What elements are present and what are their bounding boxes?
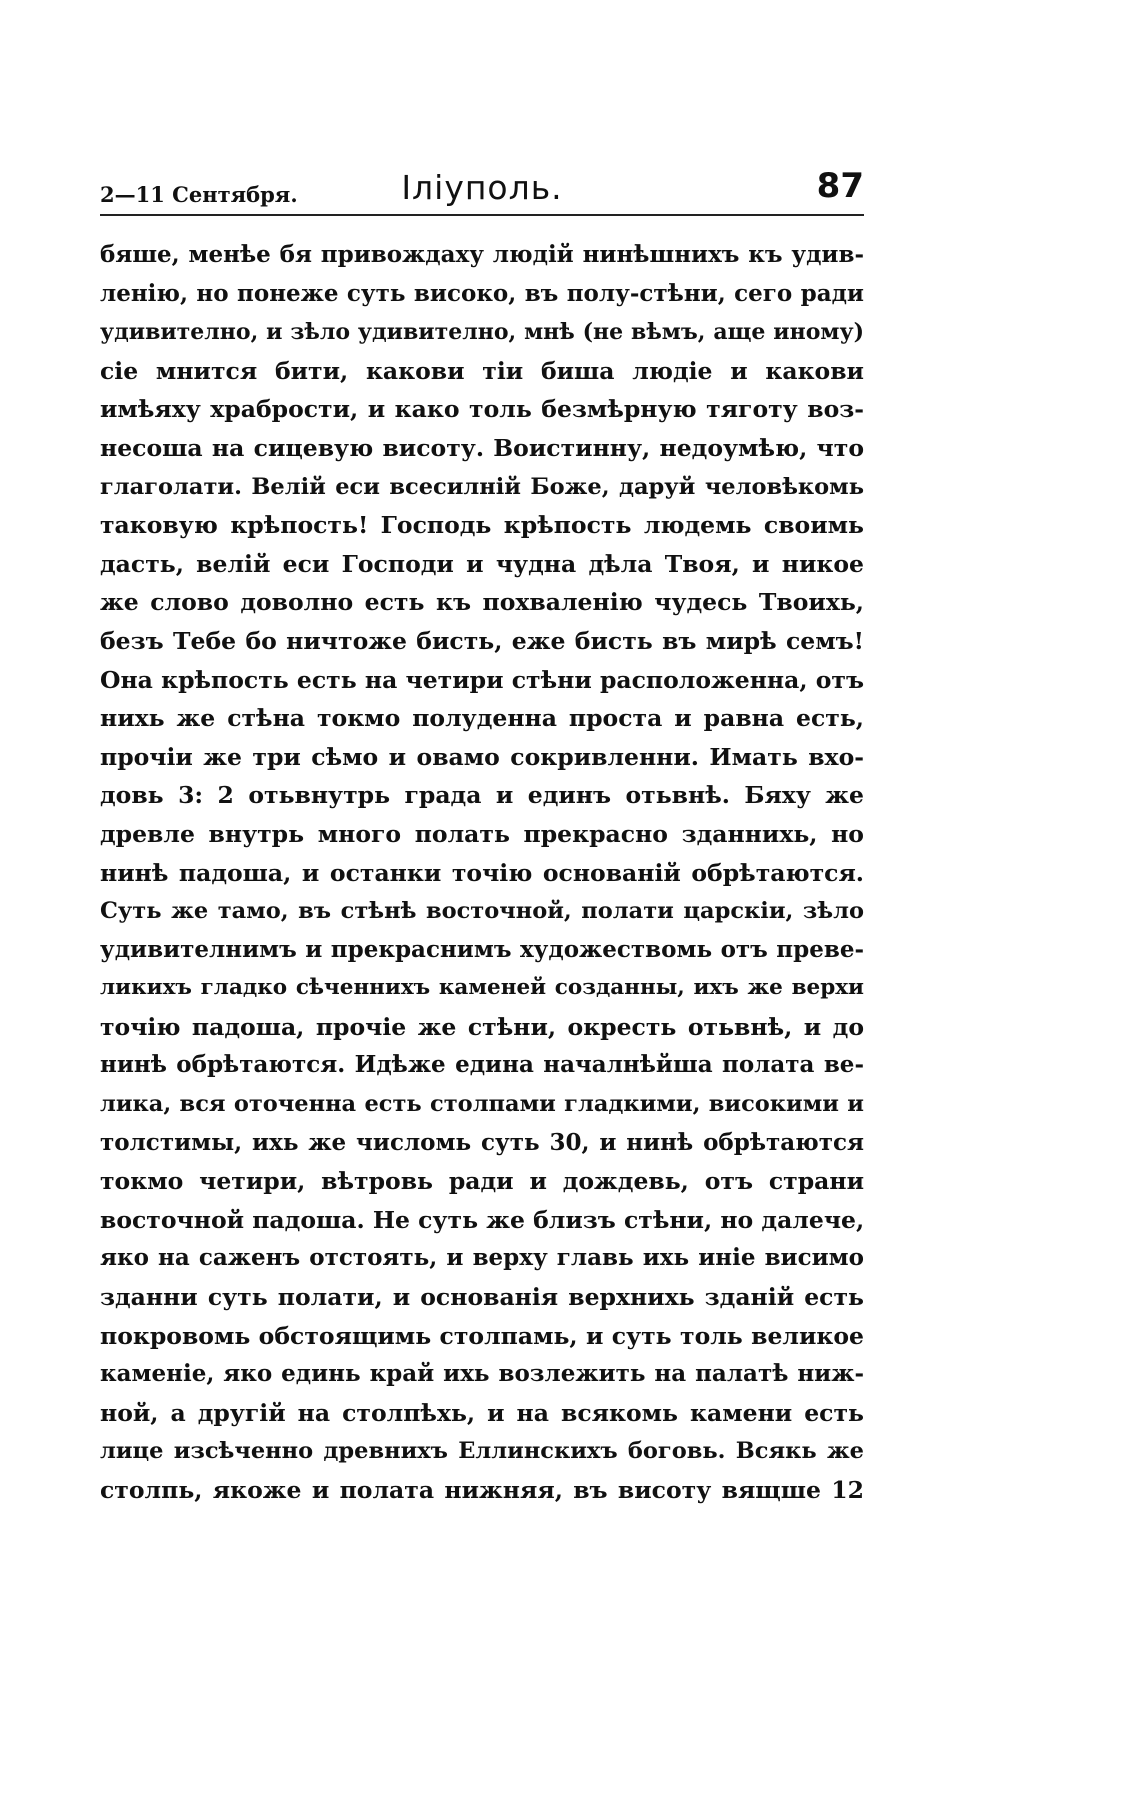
running-head-date: 2—11 Сентября. (100, 182, 298, 207)
text-line: прочіи же три сѣмо и овамо сокривленни. Имать вхо- (100, 742, 864, 771)
text-line: же слово доволно есть къ похваленію чудесь Твоихь, (100, 588, 864, 617)
text-line: дасть, велій еси Господи и чудна дѣла Твоя, и никое (100, 549, 864, 578)
text-line: таковую крѣпость! Господь крѣпость людемь своимь (100, 511, 864, 540)
text-line: древле внутрь много полать прекрасно зданнихь, но (100, 819, 864, 848)
text-line: удивително, и зѣло удивително, мнѣ (не вѣмъ, аще иному) (100, 319, 864, 346)
text-line: лика, вся оточенна есть столпами гладкими, високими и (100, 1091, 864, 1118)
text-line: нинѣ обрѣтаются. Идѣже едина началнѣйша полата ве- (100, 1051, 864, 1079)
text-line: Она крѣпость есть на четири стѣни расположенна, отъ (100, 665, 864, 694)
text-line: бяше, менѣе бя привождаху людій нинѣшнихъ къ удив- (100, 241, 864, 268)
text-line: имѣяху храбрости, и како толь безмѣрную тяготу воз- (100, 395, 864, 424)
text-line: ной, а другій на столпѣхь, и на всякомь камени есть (100, 1398, 864, 1427)
text-line: зданни суть полати, и основанія верхнихь зданій есть (100, 1283, 864, 1312)
text-line: лице изсѣченно древнихъ Еллинскихъ боговь. Всякь же (100, 1438, 864, 1465)
running-head-title: Іліуполь. (401, 168, 563, 207)
text-line: восточной падоша. Не суть же близъ стѣни, но далече, (100, 1205, 865, 1234)
page-number: 87 (816, 166, 864, 206)
text-line: точію падоша, прочіе же стѣни, окресть отьвнѣ, и до (100, 1012, 864, 1041)
text-line: глаголати. Велій еси всесилній Боже, даруй человѣкомь (100, 473, 864, 500)
text-line: нинѣ падоша, и останки точію основаній обрѣтаются. (100, 858, 864, 887)
text-line: несоша на сицевую висоту. Воистинну, недоумѣю, что (100, 433, 864, 462)
running-head (100, 168, 864, 214)
text-line: сіе мнится бити, какови тіи биша людіе и какови (100, 356, 864, 385)
text-line: ликихъ гладко сѣченнихъ каменей созданны, ихъ же верхи (100, 975, 864, 1001)
text-line: безъ Тебе бо ничтоже бисть, еже бисть въ мирѣ семъ! (100, 626, 864, 655)
text-line: покровомь обстоящимь столпамь, и суть толь великое (100, 1321, 864, 1350)
text-line: нихь же стѣна токмо полуденна проста и равна есть, (100, 704, 864, 733)
text-line: ленію, но понеже суть високо, въ полу-стѣни, сего ради (100, 279, 864, 307)
text-line: удивителнимъ и прекраснимъ художествомь отъ преве- (100, 935, 864, 963)
text-line: Суть же тамо, въ стѣнѣ восточной, полати царскіи, зѣло (100, 898, 864, 925)
body-text (100, 236, 864, 1510)
text-line: толстимы, ихь же числомь суть 30, и нинѣ обрѣтаются (100, 1128, 864, 1156)
text-line: токмо четири, вѣтровь ради и дождевь, отъ страни (100, 1167, 864, 1196)
text-line: столпь, якоже и полата нижняя, въ висоту вящше 12 (100, 1476, 864, 1504)
header-rule (100, 214, 864, 216)
text-line: яко на саженъ отстоять, и верху главь ихь иніе висимо (100, 1244, 864, 1272)
text-line: каменіе, яко единь край ихь возлежить на палатѣ ниж- (100, 1360, 864, 1388)
text-line: довь 3: 2 отьвнутрь града и единъ отьвнѣ. Бяху же (100, 781, 864, 810)
